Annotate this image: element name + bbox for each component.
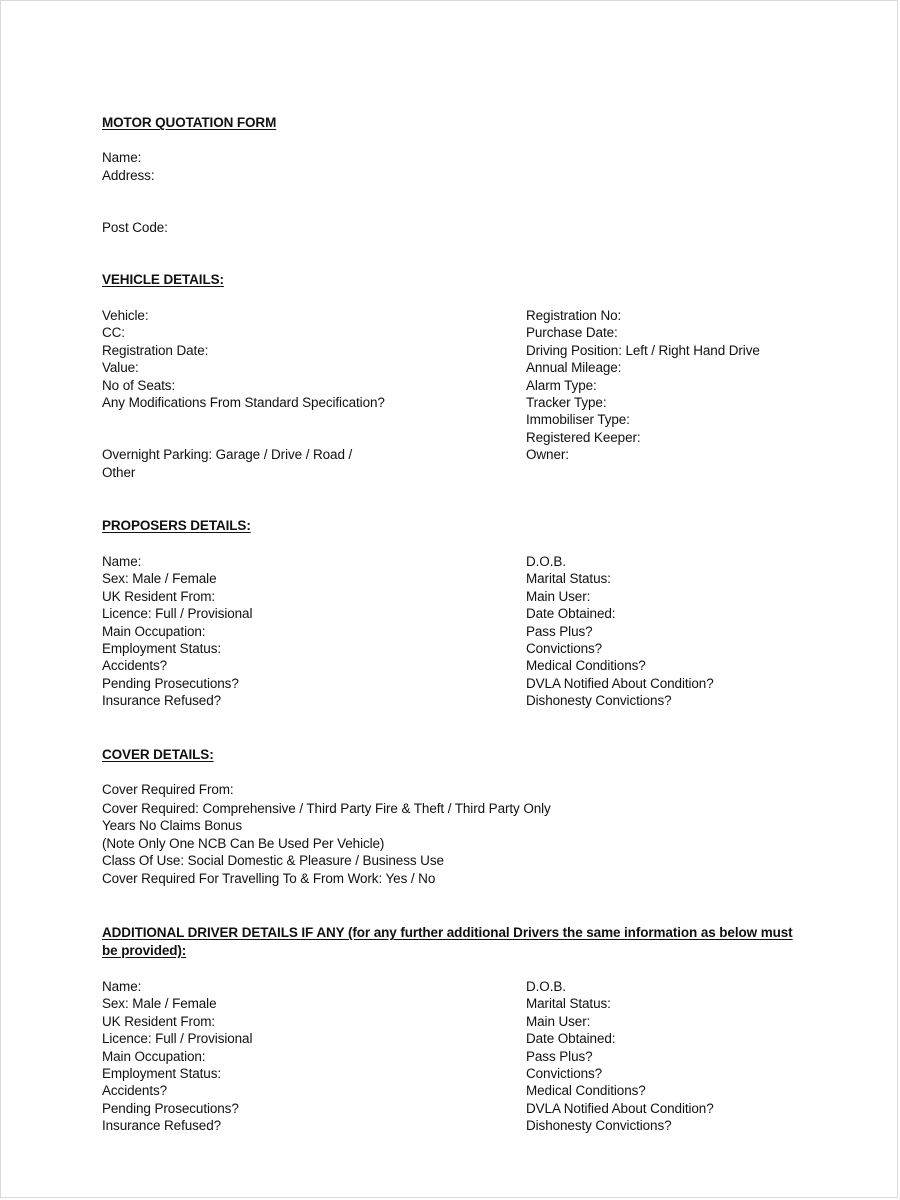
proposers-details-heading: PROPOSERS DETAILS: [102, 518, 251, 533]
vehicle-details-heading: VEHICLE DETAILS: [102, 272, 224, 287]
applicant-address-label: Address: [102, 168, 155, 183]
additional-driver-field: Pending Prosecutions? [102, 1100, 239, 1116]
vehicle-field: CC: [102, 325, 125, 341]
proposer-field: Convictions? [526, 641, 603, 656]
form-title: MOTOR QUOTATION FORM [102, 115, 277, 130]
additional-driver-field: Name: [102, 979, 142, 994]
additional-driver-field: D.O.B. [526, 979, 566, 994]
proposer-field: Medical Conditions? [526, 658, 646, 674]
vehicle-field: Registration Date: [102, 342, 209, 358]
proposer-field: Employment Status: [102, 641, 222, 656]
vehicle-field: Any Modifications From Standard Specification? [102, 395, 385, 410]
additional-driver-field: Date Obtained: [526, 1031, 616, 1047]
additional-driver-heading: ADDITIONAL DRIVER DETAILS IF ANY (for any further additional Drivers the same information as below must be provided): [102, 925, 793, 958]
proposer-field: Accidents? [102, 658, 168, 674]
additional-driver-field: DVLA Notified About Condition? [526, 1100, 714, 1116]
additional-driver-field: UK Resident From: [102, 1013, 216, 1029]
additional-driver-field: Licence: Full / Provisional [102, 1031, 253, 1047]
additional-driver-field: Dishonesty Convictions? [526, 1118, 672, 1134]
applicant-postcode-label: Post Code: [102, 220, 168, 235]
additional-driver-field: Pass Plus? [526, 1048, 593, 1064]
vehicle-field: No of Seats: [102, 377, 176, 393]
vehicle-parking-field: Other [102, 465, 136, 480]
vehicle-field: Owner: [526, 447, 569, 463]
vehicle-field: Purchase Date: [526, 325, 618, 341]
proposer-field: Pass Plus? [526, 623, 593, 639]
vehicle-field: Registration No: [526, 308, 622, 323]
applicant-name-label: Name: [102, 150, 142, 165]
vehicle-field: Value: [102, 360, 139, 376]
cover-field: (Note Only One NCB Can Be Used Per Vehicle) [102, 835, 385, 851]
proposer-field: Licence: Full / Provisional [102, 606, 253, 622]
proposer-field: Main Occupation: [102, 623, 206, 639]
proposer-field: Dishonesty Convictions? [526, 693, 672, 709]
proposer-field: DVLA Notified About Condition? [526, 675, 714, 691]
cover-details-heading: COVER DETAILS: [102, 747, 214, 762]
proposer-field: Main User: [526, 588, 591, 604]
additional-driver-field: Accidents? [102, 1083, 168, 1099]
vehicle-field: Alarm Type: [526, 377, 597, 393]
additional-driver-field: Main User: [526, 1013, 591, 1029]
vehicle-field: Driving Position: Left / Right Hand Drive [526, 342, 760, 358]
additional-driver-field: Main Occupation: [102, 1048, 206, 1064]
vehicle-field: Registered Keeper: [526, 429, 641, 445]
cover-field: Class Of Use: Social Domestic & Pleasure / Business Use [102, 853, 444, 868]
vehicle-field: Tracker Type: [526, 395, 607, 410]
additional-driver-field: Convictions? [526, 1066, 603, 1081]
proposer-field: Pending Prosecutions? [102, 675, 239, 691]
cover-field: Years No Claims Bonus [102, 818, 242, 833]
cover-field: Cover Required: Comprehensive / Third Party Fire & Theft / Third Party Only [102, 800, 551, 816]
vehicle-field: Immobiliser Type: [526, 412, 630, 428]
vehicle-field: Vehicle: [102, 308, 149, 323]
proposer-field: Marital Status: [526, 571, 611, 587]
additional-driver-field: Insurance Refused? [102, 1118, 222, 1134]
cover-field: Cover Required From: [102, 782, 234, 797]
proposer-field: Date Obtained: [526, 606, 616, 622]
proposer-field: Sex: Male / Female [102, 571, 217, 587]
proposer-field: Insurance Refused? [102, 693, 222, 709]
vehicle-field: Annual Mileage: [526, 360, 622, 376]
additional-driver-field: Medical Conditions? [526, 1083, 646, 1099]
additional-driver-field: Sex: Male / Female [102, 996, 217, 1012]
additional-driver-field: Employment Status: [102, 1066, 222, 1081]
cover-field: Cover Required For Travelling To & From Work: Yes / No [102, 871, 436, 886]
additional-driver-field: Marital Status: [526, 996, 611, 1012]
proposer-field: D.O.B. [526, 554, 566, 569]
proposer-field: Name: [102, 554, 142, 569]
vehicle-parking-field: Overnight Parking: Garage / Drive / Road / [102, 447, 353, 462]
proposer-field: UK Resident From: [102, 588, 216, 604]
